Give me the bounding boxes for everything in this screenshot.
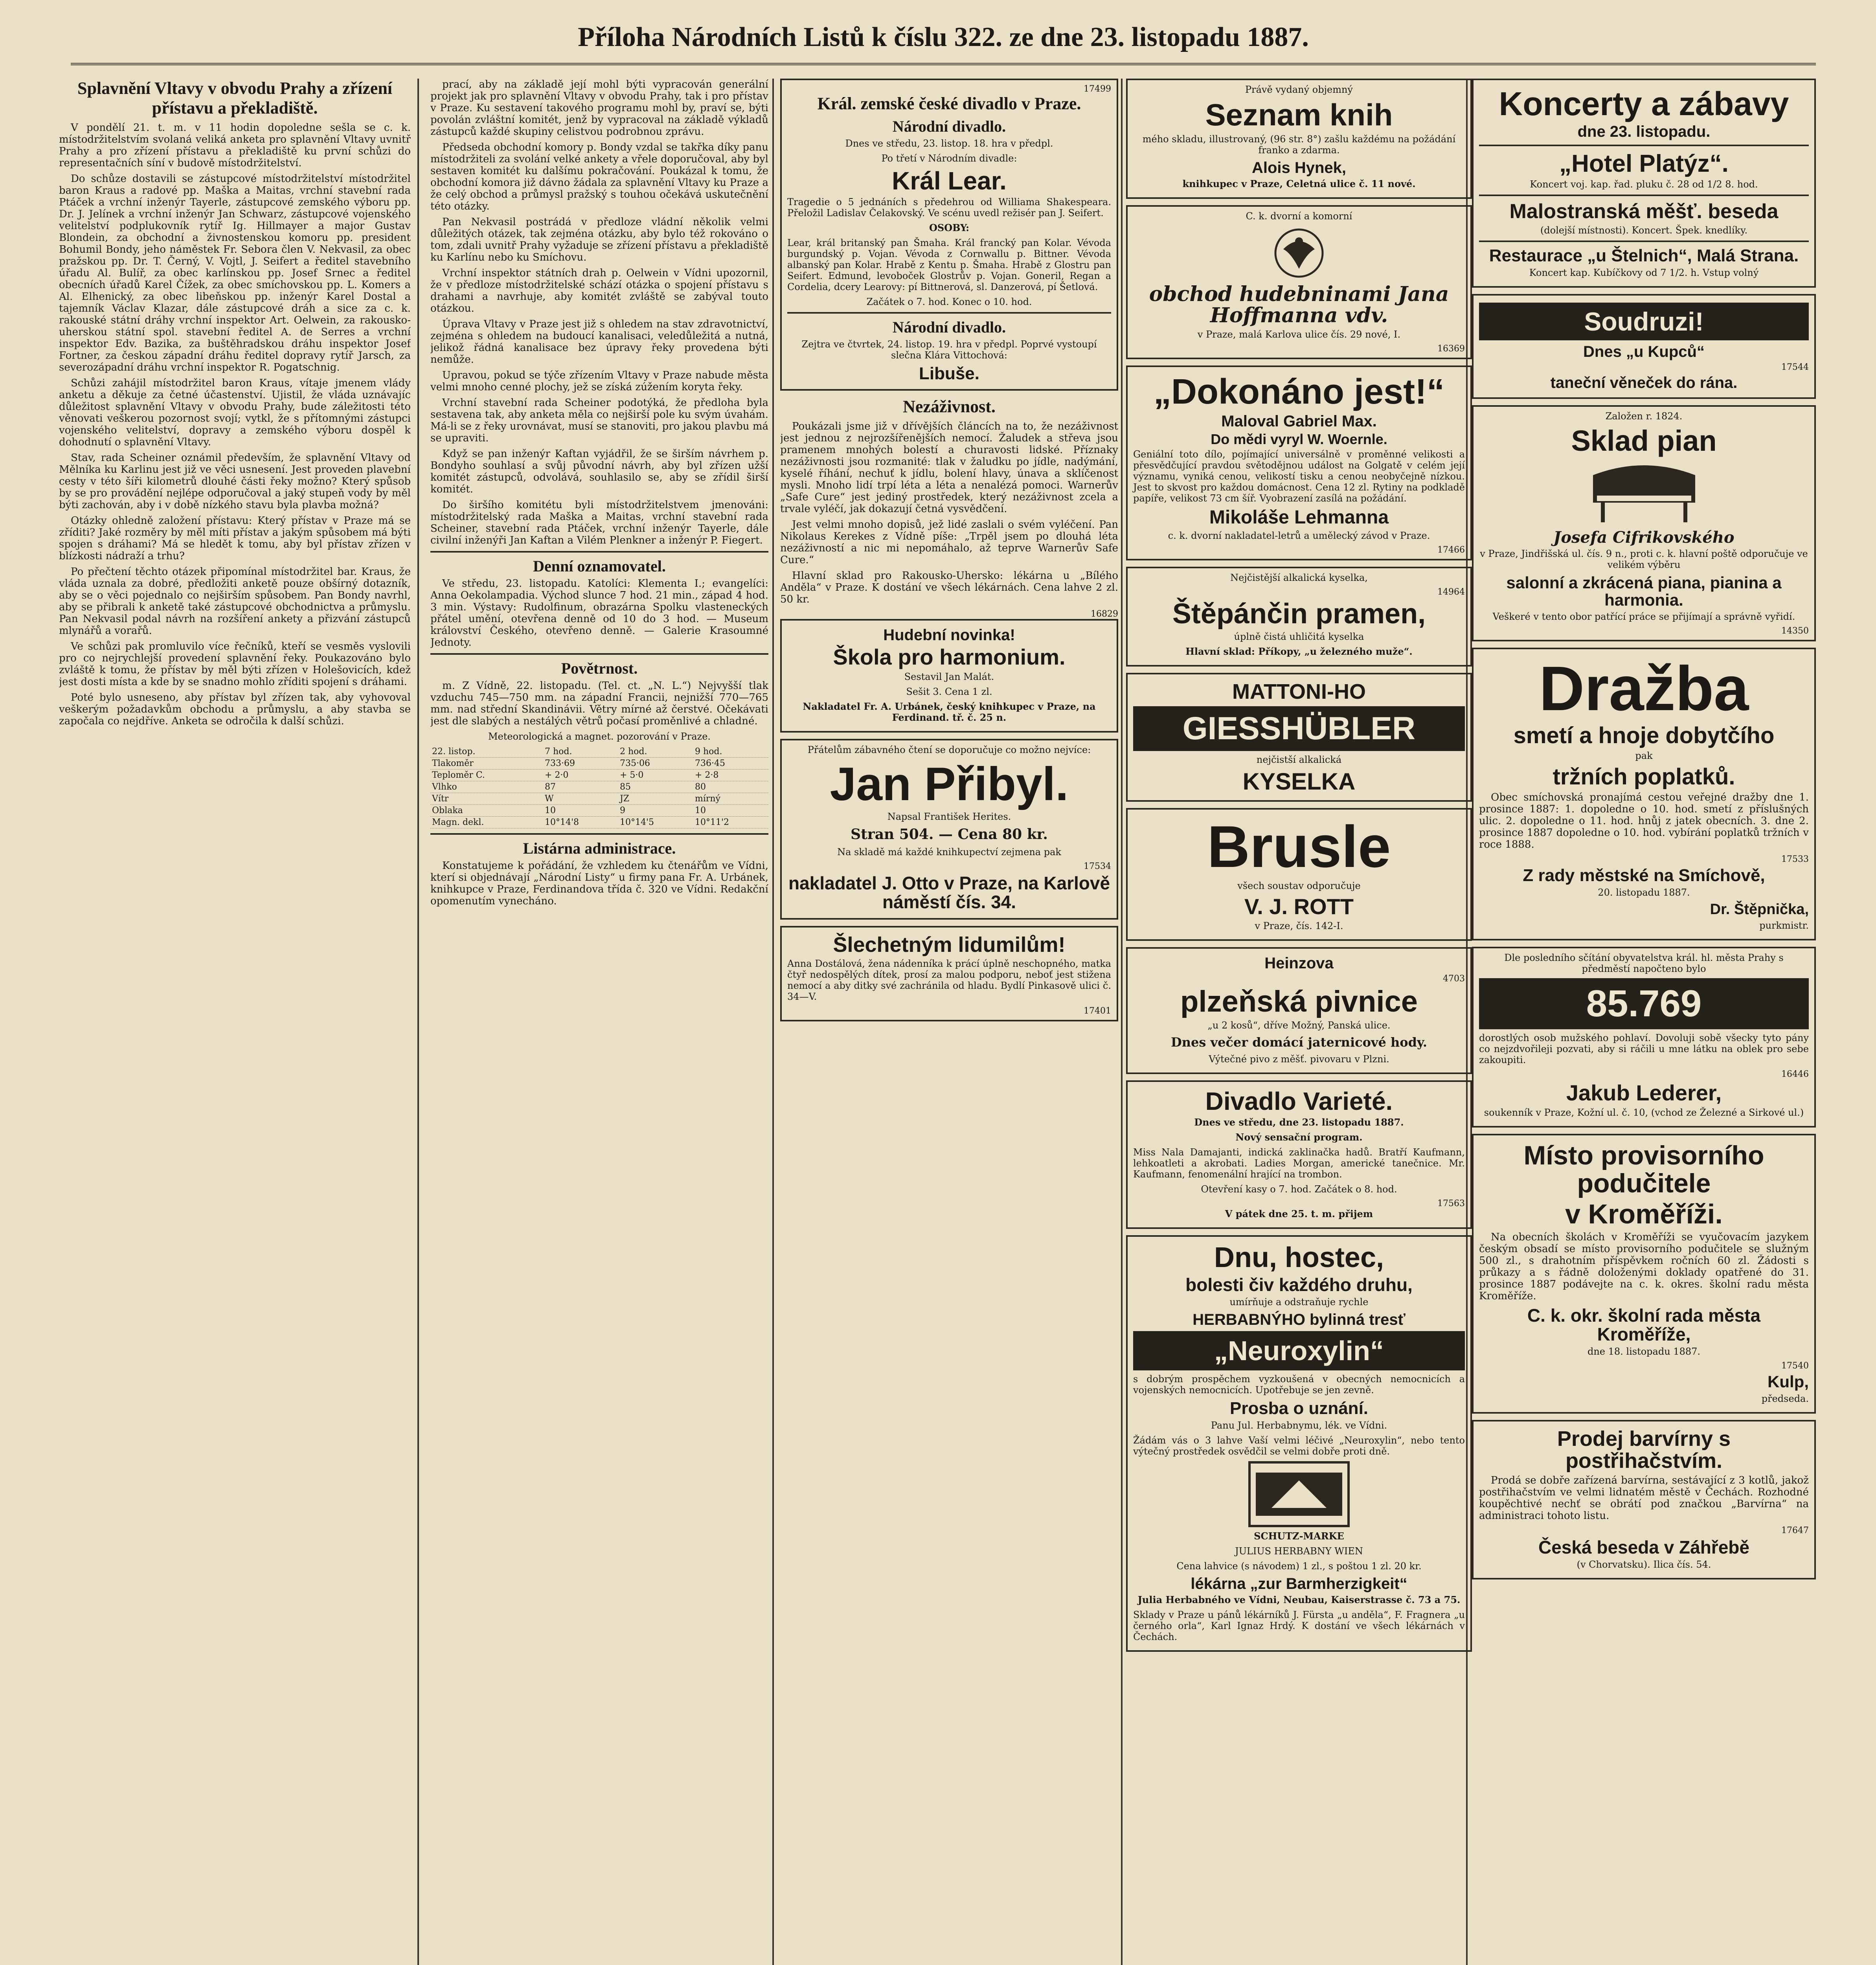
ad-pianos — [1472, 405, 1816, 641]
ad-pharmacy: lékárna „zur Barmherzigkeit“ — [1191, 1575, 1407, 1593]
divider — [1479, 195, 1809, 196]
ad-dokonano-address: c. k. dvorní nakladatel-letrů a umělecký závod v Praze. — [1168, 530, 1430, 541]
article-paragraph: Schůzi zahájil místodržitel baron Kraus, vítaje jmenem vlády anketu a děkuje za četné účastenství. Ujistil, že vláda uznávajíc důležitost splavnění Vltavy v obvodu Prahy, bude záležitosti této věnovati veškerou pozornost svojí; vytkl, že s přítomnými zástupci vojenského velitelství, dopravy a zemského výboru dospěl k dohodnutí o splavnění Vltavy. — [59, 377, 411, 448]
weather-cell: Tlakoměr — [430, 758, 543, 769]
ad-barvirna-title: Prodej barvírny s postřihačstvím. — [1557, 1427, 1731, 1473]
ad-depots: Sklady v Praze u pánů lékárníků J. Fürsta „u anděla“, F. Fragnera „u černého orla“, Karl Ignaz Hrdý. K dostání ve všech lékárnách v Čechách. — [1133, 1609, 1465, 1643]
ad-drazba — [1472, 648, 1816, 940]
article-paragraph: Když se pan inženýr Kaftan vyjádřil, že se širším návrhem p. Bondyho souhlasí a svůj původní návrh, aby byl zřízen užší komitét zástupců, odvolává, souhlasilo se, aby se zřídil širší komitét. — [430, 448, 768, 495]
weather-cell: JZ — [618, 793, 693, 805]
ad-brusle-sub: všech soustav odporučuje — [1237, 880, 1361, 891]
ad-prosba-sub: Panu Jul. Herbabnymu, lék. ve Vídni. — [1211, 1420, 1387, 1431]
weather-cell: Oblaka — [430, 805, 543, 817]
notices-text: Ve středu, 23. listopadu. Katolíci: Klementa I.; evangelíci: Anna Oekolampadia. Východ slunce 7 hod. 21 min., západ 4 hod. 3 min. Výstavy: Rudolfinum, obrazárna Spolku vlasteneckých přátel umění, otevřena denně od 10 do 3 hod. — Museum království Českého, otevřeno denně. — Galerie Krasoumné Jednoty. — [430, 578, 768, 648]
ad-number: 17540 — [1781, 1361, 1809, 1371]
ad-variete-friday: V pátek dne 25. t. m. přijem — [1225, 1208, 1373, 1220]
ad-misto-city: v Kroměříži. — [1565, 1199, 1723, 1230]
article-paragraph: Do širšího komitétu byli místodržitelstvem jmenováni: místodržitelský rada Maška a Maitas, vrchní stavební rada Scheiner, stavební rada Ptáček, vrchní inženýr Tayerle, dále civilní inženýři Jan Kaftan a Vilém Plenkner a inženýr P. Fiegert. — [430, 499, 768, 546]
weather-cell: 87 — [543, 781, 618, 793]
ad-restaurace-sub: Koncert kap. Kubíčkovy od 7 1/2. h. Vstup volný — [1529, 267, 1759, 279]
ad-number: 17534 — [1084, 861, 1111, 872]
ad-hotel-sub: Koncert voj. kap. řad. pluku č. 28 od 1/2 8. hod. — [1530, 179, 1758, 190]
ad-book-desc: mého skladu, illustrovaný, (96 str. 8°) zašlu každému na požádání franko a zdarma. — [1142, 133, 1456, 156]
ad-neuro-text: s dobrým prospěchem vyzkoušená v obecných nemocnicích a vojenských nemocnicích. Upotřebuje se jen zevně. — [1133, 1374, 1465, 1396]
ad-soudruzi-sub2: taneční věneček do rána. — [1550, 374, 1738, 392]
ad-dokonano-engraver: Do mědi vyryl W. Woernle. — [1211, 431, 1387, 447]
ad-misto-title: Místo provisorního podučitele — [1523, 1140, 1764, 1198]
column-5 — [1472, 79, 1816, 1965]
theater-box — [780, 79, 1118, 391]
ad-dnu-sub2: umírňuje a odstraňuje rychle — [1229, 1297, 1369, 1308]
weather-row — [430, 817, 768, 828]
ad-giess-sub: nejčistší alkalická — [1256, 754, 1342, 766]
ad-pivnice-today: Dnes večer domácí jaternicové hody. — [1170, 1035, 1428, 1050]
ad-dnu-title: Dnu, hostec, — [1214, 1242, 1384, 1274]
ad-book-name: Jan Přibyl. — [830, 758, 1069, 811]
ad-drazba-pak: pak — [1635, 750, 1653, 761]
ad-lederer-name: Jakub Lederer, — [1566, 1080, 1722, 1105]
ad-number: 16829 — [1091, 609, 1118, 619]
ad-music-header: C. k. dvorní a komorní — [1246, 210, 1352, 222]
ad-harmonium — [780, 619, 1118, 733]
article-paragraph: Po přečtení těchto otázek připomínal místodržitel bar. Kraus, že vláda uznala za dobré, předložiti anketě pouze obšírný dotazník, aby se o věci pojednalo co nejširším spůsobem. Pan Bondy navrhl, aby se přibrali k anketě také zástupcové obchodnictva a průmyslu. Pan Nekvasil podal návrh na rozšíření ankety a přizvání zástupců mlynářů a vorařů. — [59, 566, 411, 637]
ad-piano-address: v Praze, Jindřišská ul. čís. 9 n., proti c. k. hlavní poště odporučuje ve velikém výběru — [1480, 548, 1808, 570]
weather-row — [430, 793, 768, 805]
ad-mattoni-name: MATTONI-HO — [1232, 680, 1366, 704]
ad-rott: V. J. ROTT — [1244, 894, 1354, 919]
ad-number: 14350 — [1781, 626, 1809, 636]
column-rule — [1121, 79, 1123, 1965]
weather-cell: 9 hod. — [693, 746, 768, 758]
ad-number: 4703 — [1443, 974, 1465, 984]
ad-number: 16446 — [1781, 1069, 1809, 1079]
ad-stamp-label: SCHUTZ-MARKE — [1254, 1530, 1344, 1542]
ad-misto-name: Kulp, — [1768, 1372, 1809, 1391]
ad-charity — [780, 926, 1118, 1022]
article-headline: Splavnění Vltavy v obvodu Prahy a zřízení přístavu a překladiště. — [77, 79, 393, 118]
ad-music-author: Sestavil Jan Malát. — [904, 671, 994, 683]
ad-number: 17563 — [1437, 1199, 1465, 1209]
ad-soudruzi-title: Soudruzi! — [1479, 303, 1809, 340]
theater-date: Dnes ve středu, 23. listop. 18. hra v předpl. — [845, 138, 1053, 149]
ad-beseda-sub: (dolejší místnosti). Koncert. Špek. knedlíky. — [1540, 224, 1748, 236]
ad-spring-depot: Hlavní sklad: Příkopy, „u železného muže“. — [1185, 646, 1413, 657]
ad-heinzova: Heinzova — [1264, 955, 1334, 972]
weather-cell: mírný — [693, 793, 768, 805]
theater-subtitle: Národní divadlo. — [892, 118, 1006, 135]
column-rule — [772, 79, 774, 1965]
theater2-play: Libuše. — [919, 364, 980, 384]
ad-music-shop — [1126, 205, 1472, 359]
theater2-title: Národní divadlo. — [892, 318, 1006, 336]
weather-cell: + 2·0 — [543, 769, 618, 781]
divider — [430, 833, 768, 835]
ad-koncerty-date: dne 23. listopadu. — [1577, 123, 1711, 141]
article-paragraph: Otázky ohledně založení přístavu: Který přístav v Praze má se zříditi? Jaké rozměry by měl míti přístav a jakým spůsobem má býti spojen s dráhami? Má se hledět k tomu, aby byl přístav zřízen v blízkosti nádraží a trhu? — [59, 515, 411, 562]
ad-stamp-under: JULIUS HERBABNY WIEN — [1235, 1546, 1363, 1557]
ad-pivnice-sub: „u 2 kosů“, dříve Možný, Panská ulice. — [1207, 1020, 1391, 1031]
ad-book-intro: Přátelům zábavného čtení se doporučuje co možno nejvíce: — [807, 744, 1091, 756]
ad-giesshubler: GIESSHÜBLER — [1133, 706, 1465, 751]
ad-number: 17533 — [1781, 854, 1809, 864]
weather-cell: Vlhko — [430, 781, 543, 793]
ad-number: 14964 — [1437, 587, 1465, 597]
ad-barvirna-text: Prodá se dobře zařízená barvírna, sestávající z 3 kotlů, jakož postřihačstvím ve velmi lidnatém městě v Čechách. Rozhodné koupěchtivé nechť se obrátí pod značkou „Barvírna“ na administraci tohoto listu. — [1479, 1474, 1809, 1522]
ad-drazba-sub: smetí a hnoje dobytčího — [1513, 722, 1775, 748]
article-paragraph: V pondělí 21. t. m. v 11 hodin dopoledne sešla se c. k. místodržitelstvím svolaná veliká anketa pro splavnění Vltavy uvnitř Prahy a pro zřízení přístavu a překladiště ku první schůzi do representačních síní v budově místodržitelství. — [59, 122, 411, 169]
ad-variete-title: Divadlo Varieté. — [1205, 1087, 1393, 1116]
ad-drazba-text: Obec smíchovská pronajímá cestou veřejné dražby dne 1. prosince 1887: 1. dopoledne o 10. hod. smetí z příslušných ulic. 2. dopoledne o 11. hod. hnůj z jatek obecních. 3. dne 2. prosince 1887 dopoledne o 10. hod. vybírání poplatků tržních v roce 1888. — [1479, 791, 1809, 850]
ad-dokonano-painter: Maloval Gabriel Max. — [1221, 412, 1377, 430]
ad-number: 17647 — [1781, 1525, 1809, 1535]
ad-soudruzi-sub: Dnes „u Kupců“ — [1583, 343, 1705, 361]
ad-piano-founded: Založen r. 1824. — [1605, 411, 1683, 422]
ad-prosba: Prosba o uznání. — [1229, 1399, 1369, 1418]
ad-koncerty — [1472, 79, 1816, 288]
column-1 — [59, 79, 411, 1965]
ad-piano-title: Sklad pian — [1571, 424, 1717, 457]
ad-misto-sign: C. k. okr. školní rada města Kroměříže, — [1527, 1305, 1761, 1345]
theater-line: Po třetí v Národním divadle: — [881, 153, 1017, 164]
ad-dokonano-seller: Mikoláše Lehmanna — [1209, 507, 1389, 528]
column-2 — [430, 79, 768, 1965]
section-heading-admin: Listárna administrace. — [523, 839, 676, 857]
weather-header-row — [430, 746, 768, 758]
ad-number: 16369 — [1437, 344, 1465, 354]
ad-stepancin-pramen — [1126, 567, 1472, 667]
weather-cell: 7 hod. — [543, 746, 618, 758]
ad-book-author: Napsal František Herites. — [887, 811, 1011, 823]
ad-book-address: knihkupec v Praze, Celetná ulice č. 11 nové. — [1182, 178, 1416, 189]
ad-brusle-title: Brusle — [1207, 814, 1391, 880]
weather-cell: + 2·8 — [693, 769, 768, 781]
column-rule — [417, 79, 419, 1965]
ad-price: Cena lahvice (s návodem) 1 zl., s poštou 1 zl. 20 kr. — [1176, 1561, 1422, 1572]
ad-ceska-beseda: Česká beseda v Záhřebě — [1538, 1537, 1749, 1557]
weather-cell: 10°11'2 — [693, 817, 768, 828]
ad-book-title: Seznam knih — [1205, 97, 1393, 132]
ad-ceska-sub: (v Chorvatsku). Ilica čís. 54. — [1577, 1559, 1711, 1570]
ad-drazba-sub2: tržních poplatků. — [1553, 764, 1735, 790]
ad-misto — [1472, 1134, 1816, 1414]
ad-pharm-owner: Julia Herbabného ve Vídni, Neubau, Kaiserstrasse č. 73 a 75. — [1137, 1594, 1461, 1606]
article-paragraph: Poté bylo usneseno, aby přístav byl zřízen tak, aby vyhovoval veškerým požadavkům obchodu a průmyslu, a aby stavba se započala co nejdříve. Anketa se odročila k další schůzi. — [59, 692, 411, 727]
article-paragraph: Úprava Vltavy v Praze jest již s ohledem na stav zdravotnictví, zejména s ohledem na budoucí kanalisaci, veledůležitá a nutná, jelikož řádná kanalisace bez úpravy řeky provedena býti nemůže. — [430, 318, 768, 365]
weather-cell: 735·06 — [618, 758, 693, 769]
ad-herb: HERBABNÝHO bylinná tresť — [1192, 1311, 1406, 1329]
ad-drazba-name: Dr. Štěpnička, — [1710, 901, 1809, 918]
eagle-emblem-icon — [1271, 226, 1327, 281]
weather-row — [430, 781, 768, 793]
ad-prosba-text: Žádám vás o 3 lahve Vaší velmi léčivé „Neuroxylin“, nebo tento výtečný prostředek osvědčil se velmi dobře proti dně. — [1133, 1435, 1465, 1457]
ad-koncerty-title: Koncerty a zábavy — [1499, 85, 1789, 122]
ad-hotel: „Hotel Platýz“. — [1559, 150, 1729, 178]
ad-book-price: Stran 504. — Cena 80 kr. — [851, 826, 1048, 843]
ad-music-publisher: Nakladatel Fr. A. Urbánek, český knihkupec v Praze, na Ferdinand. tř. č. 25 n. — [803, 701, 1096, 724]
play-title: Král Lear. — [892, 167, 1007, 195]
weather-cell: 22. listop. — [430, 746, 543, 758]
play-description: Tragedie o 5 jednáních s předehrou od Williama Shakespeara. Přeložil Ladislav Čelakovský. Ve scénu uvedl režisér pan J. Seifert. — [787, 196, 1111, 219]
ad-barvirna — [1472, 1420, 1816, 1580]
ad-thanks-title: Šlechetným lidumilům! — [833, 933, 1066, 957]
ad-dnu-sub: bolesti čiv každého druhu, — [1185, 1274, 1413, 1295]
article-paragraph: Ve schůzi pak promluvilo více řečníků, kteří se vesměs vyslovili pro co nejrychlejší provedení splavnění řeky. Poukazováno bylo zvláště k tomu, že přístav by měl býti zřízen v Holešovicích, kdež jest dosti místa a kde by se snadno mohlo zříditi spojení s dráhami. — [59, 641, 411, 688]
weather-cell: Magn. dekl. — [430, 817, 543, 828]
persons-list: Lear, král britanský pan Šmaha. Král francký pan Kolar. Vévoda burgundský p. Vojan. Vévoda z Cornwallu p. Bittner. Vévoda albanský pan Kolar. Hrabě z Kentu p. Šmaha. Hrabě z Glostru pan Seifert. Edmund, levoboček Glostrův p. Vojan. Goneril, Regan a Cordelia, dcery Learovy: pí Bittnerová, sl. Danzerová, pí Šetlová. — [787, 237, 1111, 293]
essay-title: Nezáživnost. — [903, 397, 996, 417]
divider — [787, 312, 1111, 314]
ad-neuroxylin — [1126, 1235, 1472, 1652]
start-time: Začátek o 7. hod. Konec o 10. hod. — [866, 296, 1032, 308]
ad-number: 17466 — [1437, 545, 1465, 555]
ad-music-title: Hudební novinka! — [883, 626, 1015, 644]
essay-text: Poukázali jsme již v dřívějších článcích na to, že nezáživnost jest jednou z nejrozšířenějších nemocí. Žaludek a střeva jsou pramenem mnohých bolestí a churavosti lidské. Příznaky nezáživnosti jsou rozmanité: tlak v žaludku po jídle, nadýmání, kyselé říhání, nechuť k jídlu, bolení hlavy, únava a sklíčenost mysli. Mnoho lidí trpí léta a léta a nenalézá pomoci. Warnerův „Safe Cure“ jest jediný prostředek, který nezáživnost zcela a trvale vyléčí, jak dokazují četná vysvědčení. — [780, 421, 1118, 515]
ad-book-publisher: nakladatel J. Otto v Praze, na Karlově náměstí čís. 34. — [788, 873, 1110, 913]
ad-dokonano — [1126, 365, 1472, 560]
ad-heinzova-pivnice — [1126, 947, 1472, 1074]
ad-soudruzi — [1472, 294, 1816, 399]
weather-table — [430, 746, 768, 828]
article-paragraph: Vrchní inspektor státních drah p. Oelwein v Vídni upozornil, že v předloze místodržitelské schází otázka o spojení přístavu s drahami a navrhuje, aby komitét zvláště se zabýval touto otázkou. — [430, 267, 768, 314]
weather-cell: W — [543, 793, 618, 805]
ad-variete-open: Otevření kasy o 7. hod. Začátek o 8. hod. — [1201, 1184, 1397, 1195]
theater-title: Král. zemské české divadlo v Praze. — [817, 94, 1081, 113]
weather-caption: Meteorologická a magnet. pozorování v Praze. — [488, 731, 711, 742]
depots-text: Hlavní sklad pro Rakousko-Uhersko: lékárna u „Bílého Anděla“ v Praze. K dostání ve všech lékárnách. Cena lahve 2 zl. 50 kr. — [780, 570, 1118, 606]
ad-variete-acts: Miss Nala Damajanti, indická zaklinačka hadů. Bratří Kaufmann, lehkoatleti a akrobati. Ladies Morgan, americké tanečnice. Mr. Kaufmann, fenomenální hrající na trombon. — [1133, 1147, 1465, 1180]
weather-cell: 10°14'8 — [543, 817, 618, 828]
weather-row — [430, 758, 768, 769]
ad-kyselka: KYSELKA — [1242, 768, 1356, 795]
ad-piano-items: salonní a zkrácená piana, pianina a harmonia. — [1506, 573, 1782, 609]
article-paragraph: Předseda obchodní komory p. Bondy vzdal se takřka díky panu místodržiteli za svolání velké ankety a vřele doporučoval, aby byl sestaven komitét ku dalšímu pokračování. Poukázal k tomu, že obchodní komora již dávno žádala za splavnění Vltavy ku Praze a že celý obchod a průmysl pražský s touhou očekává uskutečnění této otázky. — [430, 141, 768, 212]
divider — [430, 551, 768, 553]
ad-pivnice-beer: Výtečné pivo z měšť. pivovaru v Plzni. — [1209, 1054, 1389, 1065]
ad-drazba-date: 20. listopadu 1887. — [1598, 887, 1690, 898]
ad-music-address: v Praze, malá Karlova ulice čís. 29 nové, I. — [1197, 329, 1401, 340]
ad-dokonano-title: „Dokonáno jest!“ — [1153, 372, 1445, 412]
ad-number: 17499 — [1084, 84, 1111, 94]
weather-cell: 733·69 — [543, 758, 618, 769]
ad-music-name: obchod hudebninami Jana Hoffmanna vdv. — [1149, 282, 1449, 328]
weather-cell: 80 — [693, 781, 768, 793]
weather-cell: 736·45 — [693, 758, 768, 769]
ad-thanks-text: Anna Dostálová, žena nádenníka k prácí úplně neschopného, matka čtyř nedospělých dítek, prosí za malou podporu, neboť jest stižena nemocí a aby ditky své zachránila od hladu. Bydlí Pinkasově ulici č. 34—V. — [787, 958, 1111, 1003]
divider — [1479, 145, 1809, 146]
ad-book-small: Právě vydaný objemný — [1245, 84, 1353, 95]
ad-number: 17401 — [1084, 1006, 1111, 1016]
ad-beseda: Malostranská měšť. beseda — [1509, 200, 1779, 223]
ad-piano-note: Veškeré v tento obor patřící práce se přijímají a správně vyřidí. — [1492, 611, 1795, 622]
weather-cell: + 5·0 — [618, 769, 693, 781]
article-paragraph: prací, aby na základě její mohl býti vypracován generální projekt jak pro splavnění Vltavy v obvodu Prahy, tak i pro přístav v Praze. Ku sestavení takového programu mohl by, praví se, býti povolán zvláštní komitét, jenž by vypracoval na základě výkladů zástupců každé skupiny celistvou podrobnou zprávu. — [430, 79, 768, 138]
weather-text: m. Z Vídně, 22. listopadu. (Tel. ct. „N. L.“) Nejvyšší tlak vzduchu 745—750 mm. na západní Francii, nejnižší 770—765 mm. nad střední Skandinávii. Větry mírné až čerstvé. Očekávati jest dle slabých a nestálých větrů počasí proměnlivé a chladné. — [430, 680, 768, 727]
piano-icon — [1585, 459, 1703, 526]
ad-misto-role: předseda. — [1761, 1393, 1809, 1404]
weather-cell: Vítr — [430, 793, 543, 805]
weather-cell: 10°14'5 — [618, 817, 693, 828]
testimonial-text: Jest velmi mnoho dopisů, jež lidé zaslali o svém vyléčení. Pan Nikolaus Kerekes z Vídně píše: „Trpěl jsem po dlouhá léta nezáživností a nic mi nepomáhalo, až teprve Warnerův Safe Cure.“ — [780, 519, 1118, 566]
ad-census-number: 85.769 — [1479, 978, 1809, 1029]
ad-spring-sub: úplně čistá uhličitá kyselka — [1234, 631, 1364, 643]
masthead: Příloha Národních Listů k číslu 322. ze dne 23. listopadu 1887. — [71, 16, 1816, 65]
weather-cell: 10 — [543, 805, 618, 817]
ad-jan-pribyl — [780, 739, 1118, 920]
column-3 — [780, 79, 1118, 1965]
ad-rott-address: v Praze, čís. 142-I. — [1255, 920, 1343, 932]
weather-row — [430, 769, 768, 781]
weather-cell: 10 — [693, 805, 768, 817]
ad-lederer — [1472, 947, 1816, 1128]
ad-variete — [1126, 1080, 1472, 1229]
weather-cell: 85 — [618, 781, 693, 793]
ad-variete-date: Dnes ve středu, dne 23. listopadu 1887. — [1194, 1117, 1404, 1128]
ad-piano-owner: Josefa Cifrikovského — [1553, 528, 1735, 547]
ad-spring-name: Štěpánčin pramen, — [1172, 598, 1426, 630]
ad-spring-top: Nejčistější alkalická kyselka, — [1230, 572, 1368, 583]
ad-lederer-sub: soukenník v Praze, Kožní ul. č. 10, (vchod ze Železné a Sirkové ul.) — [1484, 1107, 1804, 1118]
divider — [430, 653, 768, 655]
ad-census-body: dorostlých osob mužského pohlaví. Dovoluji sobě všecky tyto pány co nejzdvořileji pozvati, aby si ráčili u mne látku na oblek pro sebe zakoupiti. — [1479, 1032, 1809, 1065]
ad-restaurace: Restaurace „u Štelnich“, Malá Strana. — [1489, 246, 1799, 265]
section-heading-notices: Denní oznamovatel. — [533, 557, 666, 575]
ad-drazba-sign: Z rady městské na Smíchově, — [1523, 865, 1765, 885]
ad-neuroxylin-name: „Neuroxylin“ — [1133, 1331, 1465, 1370]
persons-heading: OSOBY: — [929, 222, 970, 234]
weather-row — [430, 805, 768, 817]
ad-dokonano-text: Geniální toto dílo, pojímající universálně v proměnné velikosti a přesvědčující pravdou světodějnou událost na Golgatě v celém její významu, vyniká cenou, velikostí tisku a cenou neobyčejně nízkou. Jest to skvost pro každou domácnost. Cena 12 zl. Rytiny na podkladě papíře, velikost 73 cm šíř. Vyobrazení zasílá na požádání. — [1133, 449, 1465, 504]
divider — [1479, 241, 1809, 242]
weather-cell: Teploměr C. — [430, 769, 543, 781]
admin-text: Konstatujeme k pořádání, že vzhledem ku čtenářům ve Vídni, kterí si objednávají „Národní Listy“ u firmy pana Fr. A. Urbánek, knihkupce v Praze, Ferdinandova třída č. 320 ve Vídni. Redakční opomenutím vynecháno. — [430, 860, 768, 907]
ad-book-catalog — [1126, 79, 1472, 199]
article-paragraph: Stav, rada Scheiner oznámil především, že splavnění Vltavy od Mělníka ku Karlinu jest již ve věci usnesení. Jest proveden plavební cesty v této šíři kilometrů dlouhé části řeky možno? Který spůsob by se pro provádění nejlépe odporučoval a jaký stupeň vody by měl býti zachován, aby i v době nízkého stavu byla plavba možná? — [59, 452, 411, 511]
weather-cell: 2 hod. — [618, 746, 693, 758]
article-paragraph: Vrchní stavební rada Scheiner podotýká, že předloha byla sestavena tak, aby anketa měla co nejširší pole ku svým úvahám. Má-li se z řeky urovnávat, musí se stanoviti, pro jakou plavbu má se upraviti. — [430, 397, 768, 444]
section-heading-weather: Povětrnost. — [561, 659, 638, 677]
article-paragraph: Do schůze dostavili se zástupcové místodržitelství místodržitel baron Kraus a radové pp. Maška a Maitas, vrchní stavební rada Ptáček a vrchní inženýr Tayerle, zástupcové zemského výboru pp. Dr. J. Jelínek a vrchní inženýr Jan Schwarz, zástupcové vojenského velitelství podplukovník rytíř Ig. Hillmayer a major Gustav Blondein, za obchodní a živnostenskou komoru pp. president Bohumil Bondy, jeho náměstek Fr. Sebora člen V. Nekvasil, za obec pražskou pp. Dr. T. Černý, V. Vojtl, J. Seifert a ředitel stavebního úřadu Al. Bulíř, za obec karlínskou pp. Josef Srnec a ředitel obecních úřadů Karel Čížek, za obec smíchovskou pp. L. Komers a Al. Elhenický, za obec libeňskou pp. inženýr Karel Dostal a tajemník Václav Klazar, dále zástupcové dráh a sice za c. k. rakouské státní dráhy vrchní inspektor Art. Oelwein, za rakousko-uherskou státní spol. stavební ředitel A. de Serres a vrchní inspektor Edv. Bazika, za buštěhradskou dráhu inspektor Josef Fortner, za českou západní dráhu ředitel dopravy rytíř Jarsch, za severozápadní dráhu vrchní inspektor R. Pogatschnig. — [59, 173, 411, 373]
ad-misto-date: dne 18. listopadu 1887. — [1587, 1346, 1701, 1357]
ad-census-text: Dle posledního sčítání obyvatelstva král. hl. města Prahy s předměstí napočteno bylo — [1504, 952, 1784, 974]
ad-brusle — [1126, 808, 1472, 941]
ad-variete-program: Nový sensační program. — [1235, 1131, 1363, 1143]
column-4 — [1126, 79, 1472, 1965]
weather-cell: 9 — [618, 805, 693, 817]
theater2-line: Zejtra ve čtvrtek, 24. listop. 19. hra v předpl. Poprvé vystoupí slečna Klára Vittochová: — [801, 339, 1097, 361]
ad-music-name: Škola pro harmonium. — [833, 645, 1066, 670]
ad-book-order: Na skladě má každé knihkupectví zejmena pak — [837, 847, 1061, 858]
ad-drazba-title: Dražba — [1539, 653, 1749, 724]
trademark-stamp-icon — [1248, 1461, 1350, 1528]
ad-pivnice: plzeňská pivnice — [1180, 985, 1418, 1019]
ad-music-price: Sešit 3. Cena 1 zl. — [906, 686, 992, 698]
ad-number: 17544 — [1781, 362, 1809, 373]
ad-book-seller: Alois Hynek, — [1251, 159, 1347, 176]
article-paragraph: Pan Nekvasil postrádá v předloze vládní několik velmi důležitých otázek, tak zejména otázku, aby bylo též rokováno o tom, zdali uvnitř Prahy vyžaduje se zřízení přístavu a překladiště ku Karlínu nebo ku Smíchovu. — [430, 216, 768, 263]
ad-mattoni — [1126, 673, 1472, 802]
ad-drazba-role: purkmistr. — [1759, 920, 1809, 931]
ad-misto-text: Na obecních školách v Kroměříži se vyučovacím jazykem českým obsadí se místo provisorního podučitele se služným 500 zl., s drahotním příspěvkem ročních 60 zl. Žádosti s průkazy a s řádně doloženými doklady opatřené do 31. prosince 1887 podávejte na c. k. okres. školní radu města Kroměříže. — [1479, 1231, 1809, 1302]
article-paragraph: Upravou, pokud se týče zřízením Vltavy v Praze nabude města velmi mnoho cenné plochy, jež se získá zúžením koryta řeky. — [430, 369, 768, 393]
